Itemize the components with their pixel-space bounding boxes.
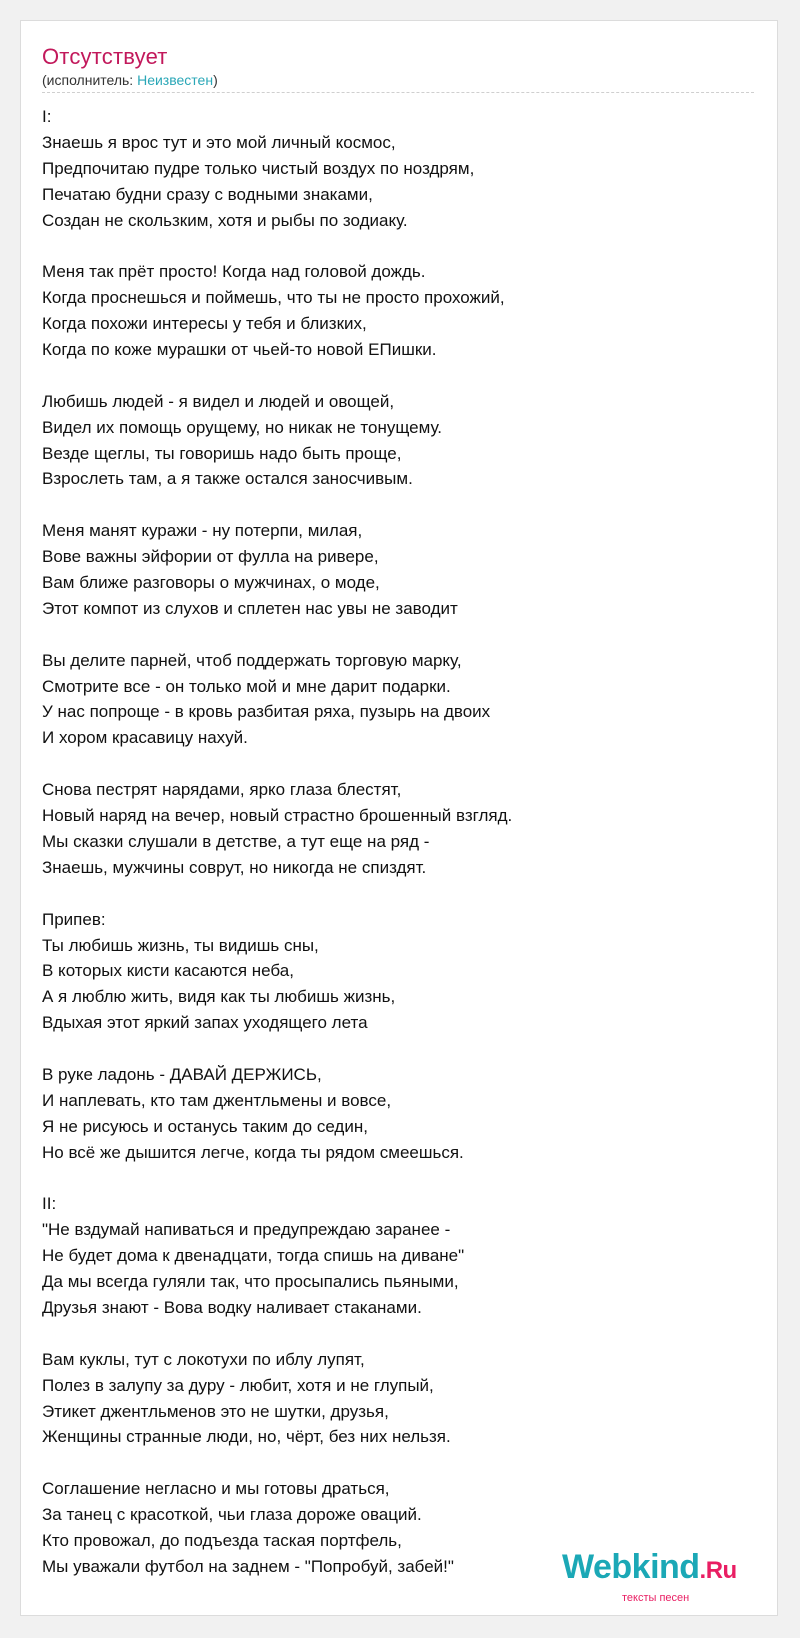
lyrics-text	[42, 104, 742, 1580]
lyrics-stanza	[42, 1347, 742, 1451]
lyrics-line: В руке ладонь - ДАВАЙ ДЕРЖИСЬ,	[42, 1064, 322, 1084]
lyrics-line: Когда похожи интересы у тебя и близких,	[42, 314, 367, 334]
lyrics-line: Вове важны эйфории от фулла на ривере,	[42, 547, 379, 567]
lyrics-line: Да мы всегда гуляли так, что просыпались пьяными,	[42, 1272, 459, 1292]
lyrics-line: Видел их помощь орущему, но никак не тонущему.	[42, 417, 442, 437]
lyrics-line: Смотрите все - он только мой и мне дарит подарки.	[42, 676, 451, 696]
lyrics-line: Не будет дома к двенадцати, тогда спишь на диване"	[42, 1246, 465, 1266]
lyrics-line: Ты любишь жизнь, ты видишь сны,	[42, 935, 319, 955]
lyrics-line: Печатаю будни сразу с водными знаками,	[42, 184, 373, 204]
stanza-gap	[42, 751, 742, 777]
lyrics-line: И хором красавицу нахуй.	[42, 728, 248, 748]
lyrics-line: И наплевать, кто там джентльмены и вовсе,	[42, 1090, 392, 1110]
lyrics-line: Этикет джентльменов это не шутки, друзья,	[42, 1401, 389, 1421]
lyrics-line: Припев:	[42, 909, 106, 929]
lyrics-line: У нас попроще - в кровь разбитая ряха, пузырь на двоих	[42, 702, 491, 722]
lyrics-line: Женщины странные люди, но, чёрт, без них нельзя.	[42, 1427, 451, 1447]
lyrics-line: Мы уважали футбол на заднем - "Попробуй, забей!"	[42, 1556, 454, 1576]
logo-wordmark	[562, 1548, 737, 1587]
site-logo[interactable]	[562, 1548, 762, 1614]
lyrics-line: Создан не скользким, хотя и рыбы по зодиаку.	[42, 210, 408, 230]
stanza-gap	[42, 363, 742, 389]
lyrics-line: Взрослеть там, а я также остался заносчивым.	[42, 469, 413, 489]
lyrics-stanza	[42, 777, 742, 881]
lyrics-line: Но всё же дышится легче, когда ты рядом смеешься.	[42, 1142, 464, 1162]
stanza-gap	[42, 233, 742, 259]
lyrics-stanza	[42, 389, 742, 493]
stanza-gap	[42, 622, 742, 648]
lyrics-line: Соглашение негласно и мы готовы драться,	[42, 1479, 390, 1499]
lyrics-stanza	[42, 907, 742, 1036]
lyrics-line: II:	[42, 1194, 57, 1214]
lyrics-stanza	[42, 518, 742, 622]
lyrics-line: Знаешь я врос тут и это мой личный космос,	[42, 132, 396, 152]
lyrics-line: I:	[42, 107, 52, 126]
lyrics-line: Когда по коже мурашки от чьей-то новой ЕПишки.	[42, 340, 437, 360]
lyrics-line: За танец с красоткой, чьи глаза дороже оваций.	[42, 1505, 422, 1525]
stanza-gap	[42, 1166, 742, 1192]
lyrics-line: Мы сказки слушали в детстве, а тут еще на ряд -	[42, 831, 430, 851]
artist-line	[42, 72, 218, 88]
song-title: Отсутствует	[42, 44, 168, 69]
lyrics-line: Когда проснешься и поймешь, что ты не просто прохожий,	[42, 288, 505, 308]
lyrics-line: Любишь людей - я видел и людей и овощей,	[42, 391, 395, 411]
lyrics-line: Вдыхая этот яркий запах уходящего лета	[42, 1013, 368, 1033]
header-divider	[42, 92, 754, 93]
lyrics-line: Меня так прёт просто! Когда над головой дождь.	[42, 262, 426, 282]
lyrics-line: Меня манят куражи - ну потерпи, милая,	[42, 521, 363, 541]
lyrics-line: Предпочитаю пудре только чистый воздух по ноздрям,	[42, 158, 475, 178]
artist-prefix: (исполнитель:	[42, 72, 138, 88]
lyrics-stanza	[42, 104, 742, 233]
lyrics-stanza	[42, 1062, 742, 1166]
lyrics-line: Новый наряд на вечер, новый страстно брошенный взгляд.	[42, 806, 513, 826]
lyrics-line: В которых кисти касаются неба,	[42, 961, 294, 981]
logo-tagline: тексты песен	[622, 1592, 690, 1604]
lyrics-stanza	[42, 1191, 742, 1320]
logo-name: Webkind	[562, 1548, 700, 1586]
lyrics-line: Вам ближе разговоры о мужчинах, о моде,	[42, 573, 380, 593]
artist-link[interactable]: Неизвестен	[137, 72, 214, 88]
lyrics-line: Знаешь, мужчины соврут, но никогда не спиздят.	[42, 857, 427, 877]
stanza-gap	[42, 1450, 742, 1476]
stanza-gap	[42, 1321, 742, 1347]
lyrics-line: Снова пестрят нарядами, ярко глаза блестят,	[42, 780, 402, 800]
lyrics-stanza	[42, 648, 742, 752]
lyrics-line: "Не вздумай напиваться и предупреждаю заранее -	[42, 1220, 451, 1240]
stanza-gap	[42, 1036, 742, 1062]
lyrics-line: А я люблю жить, видя как ты любишь жизнь,	[42, 987, 396, 1007]
stanza-gap	[42, 492, 742, 518]
lyrics-line: Вы делите парней, чтоб поддержать торговую марку,	[42, 650, 462, 670]
lyrics-line: Вам куклы, тут с локотухи по иблу лупят,	[42, 1349, 365, 1369]
lyrics-card	[20, 20, 778, 1616]
lyrics-line: Этот компот из слухов и сплетен нас увы не заводит	[42, 598, 458, 618]
logo-tld: .Ru	[699, 1557, 737, 1584]
stanza-gap	[42, 881, 742, 907]
lyrics-line: Друзья знают - Вова водку наливает стаканами.	[42, 1297, 422, 1317]
lyrics-stanza	[42, 259, 742, 363]
lyrics-line: Полез в залупу за дуру - любит, хотя и не глупый,	[42, 1375, 434, 1395]
artist-suffix: )	[213, 72, 218, 88]
lyrics-line: Везде щеглы, ты говоришь надо быть проще,	[42, 443, 402, 463]
lyrics-line: Я не рисуюсь и останусь таким до седин,	[42, 1116, 368, 1136]
lyrics-line: Кто провожал, до подъезда таская портфель,	[42, 1530, 402, 1550]
